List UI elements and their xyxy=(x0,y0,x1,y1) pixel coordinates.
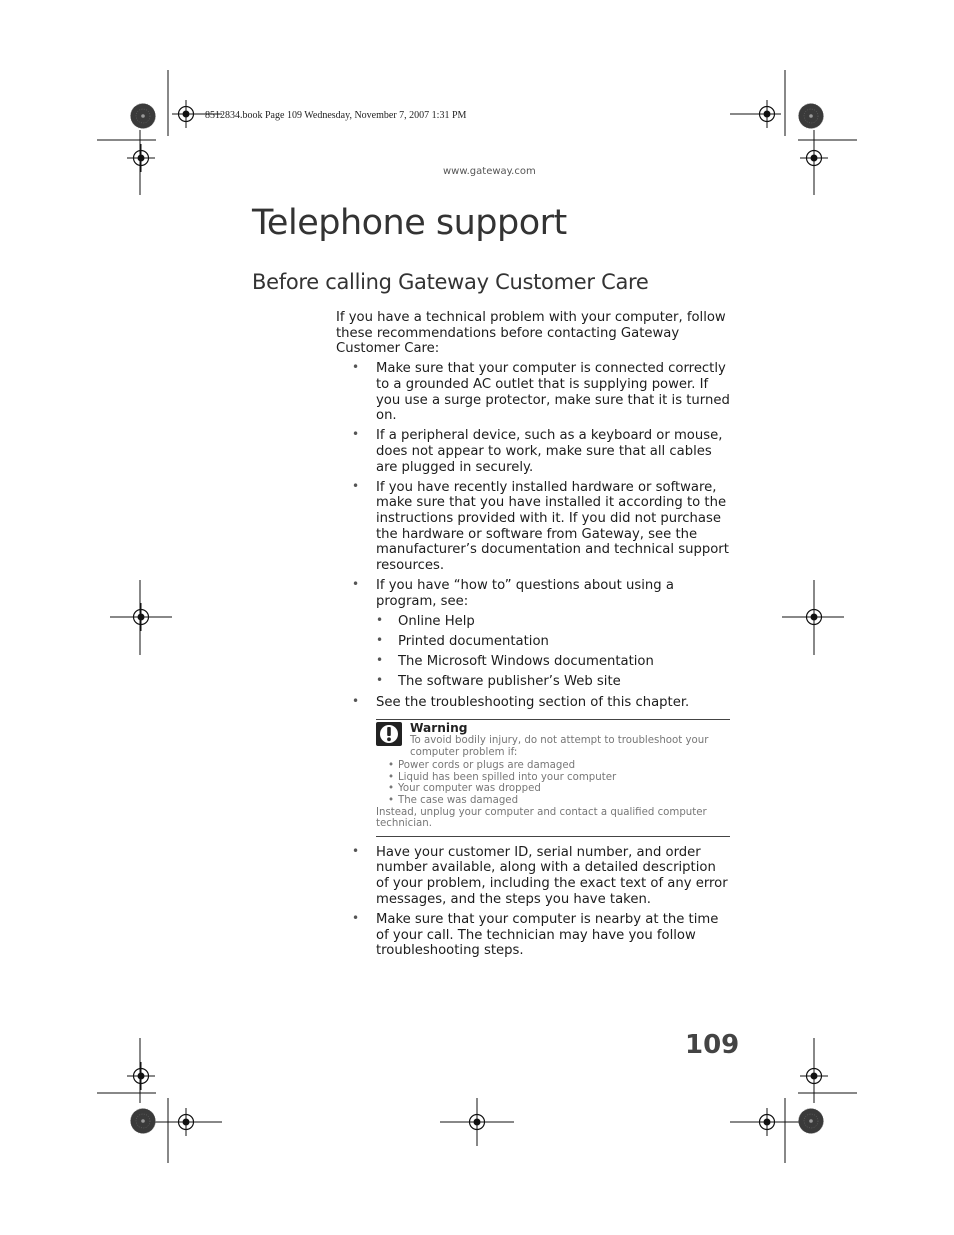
warning-conditions-list xyxy=(376,760,730,806)
section-heading: Before calling Gateway Customer Care xyxy=(252,270,649,294)
list-item: • If you have recently installed hardware or software, make sure that you have installed it according to the instructions provided with it. If you did not purchase the hardware or software from Gateway, see the manufacturer’s documentation and technical support resources. xyxy=(336,480,730,574)
sub-list-item: • Printed documentation xyxy=(376,634,730,650)
help-resources-list xyxy=(376,614,730,690)
warning-item: • Power cords or plugs are damaged xyxy=(376,760,730,772)
list-item xyxy=(336,578,730,689)
header-url: www.gateway.com xyxy=(443,166,536,177)
intro-paragraph: If you have a technical problem with your computer, follow these recommendations before contacting Gateway Customer Care: xyxy=(336,310,726,357)
warning-box xyxy=(376,719,730,837)
list-item-text: If you have “how to” questions about using a program, see: xyxy=(376,578,674,609)
list-item: • Make sure that your computer is connected correctly to a grounded AC outlet that is supplying power. If you use a surge protector, make sure that it is turned on. xyxy=(336,361,730,424)
list-item: • Have your customer ID, serial number, and order number available, along with a detailed description of your problem, including the exact text of any error messages, and the steps you have taken. xyxy=(336,845,730,908)
warning-item: • The case was damaged xyxy=(376,795,730,807)
list-item: • See the troubleshooting section of this chapter. xyxy=(336,695,730,711)
warning-intro: To avoid bodily injury, do not attempt to troubleshoot your computer problem if: xyxy=(410,734,709,758)
warning-exclamation-icon xyxy=(376,722,402,746)
recommendation-list xyxy=(336,361,730,711)
sub-list-item: • The Microsoft Windows documentation xyxy=(376,654,730,670)
recommendation-list-continued xyxy=(336,845,730,959)
warning-title: Warning xyxy=(410,720,468,735)
page-number: 109 xyxy=(685,1030,740,1060)
page-title: Telephone support xyxy=(252,203,567,243)
sub-list-item: • The software publisher’s Web site xyxy=(376,674,730,690)
warning-outro: Instead, unplug your computer and contact a qualified computer technician. xyxy=(376,806,707,830)
sub-list-item: • Online Help xyxy=(376,614,730,630)
body-column xyxy=(336,310,730,963)
warning-item: • Your computer was dropped xyxy=(376,783,730,795)
warning-item: • Liquid has been spilled into your computer xyxy=(376,772,730,784)
list-item: • Make sure that your computer is nearby at the time of your call. The technician may have you follow troubleshooting steps. xyxy=(336,912,730,959)
print-slug-line: 8512834.book Page 109 Wednesday, November 7, 2007 1:31 PM xyxy=(205,110,467,121)
list-item: • If a peripheral device, such as a keyboard or mouse, does not appear to work, make sure that all cables are plugged in securely. xyxy=(336,428,730,475)
warning-header xyxy=(376,721,730,758)
